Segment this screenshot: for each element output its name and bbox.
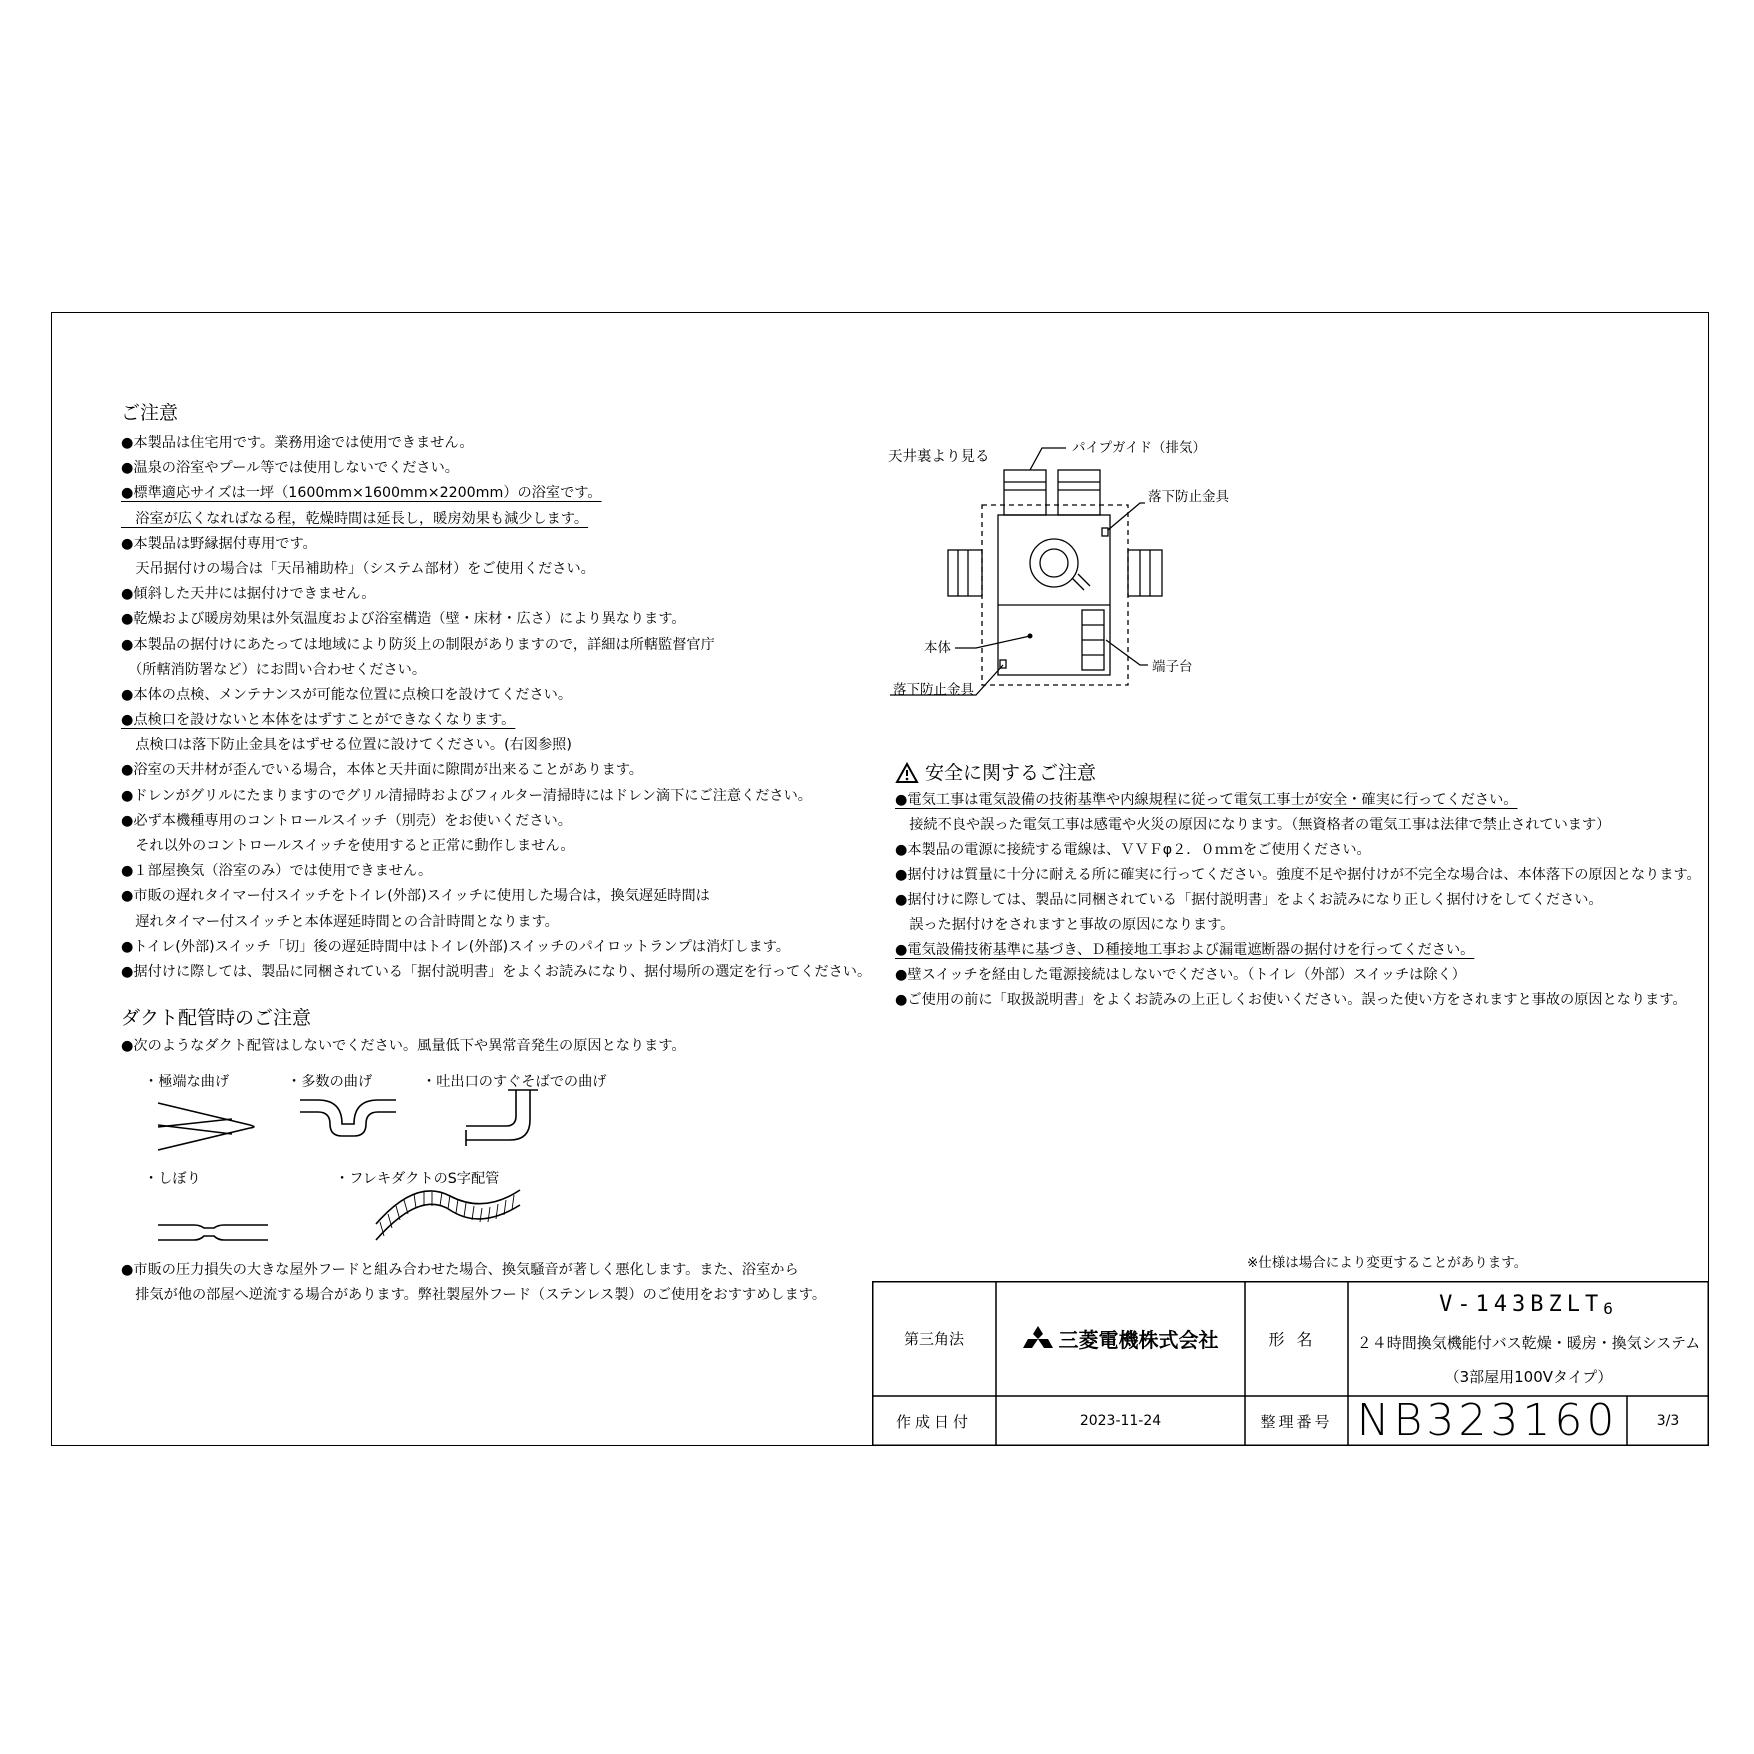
caution-line: ●傾斜した天井には据付けできません。 [121, 586, 376, 603]
caution-line: 天吊据付けの場合は「天吊補助枠」（システム部材）をご使用ください。 [121, 560, 595, 577]
control-number: NB323160 [1356, 1394, 1619, 1446]
diagram-body-label: 本体 [924, 640, 951, 656]
product-name-line1: ２４時間換気機能付バス乾燥・暖房・換気システム [1356, 1333, 1701, 1352]
safety-line: ●ご使用の前に「取扱説明書」をよくお読みの上正しくお使いください。誤った使い方をされますと事故の原因となります。 [895, 992, 1687, 1008]
model-suffix: 6 [1603, 1298, 1618, 1318]
projection-method: 第三角法 [903, 1330, 964, 1348]
duct-lead: ●次のようなダクト配管はしないでください。風量低下や異常音発生の原因となります。 [121, 1038, 686, 1054]
duct-label-many-bends: ・多数の曲げ [287, 1074, 373, 1090]
company-name: 三菱電機株式会社 [1058, 1328, 1219, 1352]
caution-line: ●本製品の据付けにあたっては地域により防災上の制限がありますので，詳細は所轄監督官庁 [121, 636, 715, 653]
model-number: V-143BZLT [1439, 1291, 1604, 1317]
hood-line: 排気が他の部屋へ逆流する場合があります。弊社製屋外フード（ステンレス製）のご使用をおすすめします。 [121, 1287, 827, 1303]
caution-line: ●本製品は住宅用です。業務用途では使用できません。 [121, 435, 474, 451]
safety-line: ●壁スイッチを経由した電源接続はしないでください。（トイレ（外部）スイッチは除く） [895, 967, 1466, 983]
caution-heading: ご注意 [121, 402, 179, 424]
caution-line: 点検口は落下防止金具をはずせる位置に設けてください。(右図参照) [121, 737, 572, 754]
caution-line: ●トイレ(外部)スイッチ「切」後の遅延時間中はトイレ(外部)スイッチのパイロットランプは消灯します。 [121, 938, 790, 955]
safety-line: ●電気設備技術基準に基づき、Ｄ種接地工事および漏電遮断器の据付けを行ってください。 [895, 942, 1475, 958]
diagram-fall-prevention-bottom-label: 落下防止金具 [893, 682, 974, 698]
caution-line: ●必ず本機種専用のコントロールスイッチ（別売）をお使いください。 [121, 812, 572, 829]
safety-notes [895, 758, 1701, 1013]
diagram-terminal-label: 端子台 [1152, 659, 1193, 675]
date-label: 作成日付 [895, 1412, 972, 1431]
caution-line: （所轄消防署など）にお問い合わせください。 [121, 661, 427, 678]
title-block [872, 1281, 1709, 1446]
duct-label-extreme-bend: ・極端な曲げ [144, 1074, 230, 1090]
duct-heading: ダクト配管時のご注意 [121, 1007, 312, 1029]
safety-line: ●本製品の電源に接続する電線は、ＶＶＦφ２．０ｍｍをご使用ください。 [895, 842, 1371, 858]
hood-line: ●市販の圧力損失の大きな屋外フードと組み合わせた場合、換気騒音が著しく悪化します。また、浴室から [121, 1262, 799, 1278]
caution-line: ●本体の点検、メンテナンスが可能な位置に点検口を設けてください。 [121, 686, 573, 703]
page-number: 3/3 [1656, 1413, 1680, 1429]
spec-change-note: ※仕様は場合により変更することがあります。 [1247, 1255, 1528, 1271]
caution-line: ●標準適応サイズは一坪（1600mm×1600mm×2200mm）の浴室です。 [121, 485, 602, 502]
safety-line: ●据付けは質量に十分に耐える所に確実に行ってください。強度不足や据付けが不完全な場合は、本体落下の原因となります。 [895, 867, 1701, 883]
caution-line: ●本製品は野縁据付専用です。 [121, 535, 317, 552]
caution-line: 遅れタイマー付スイッチと本体遅延時間との合計時間となります。 [121, 913, 559, 930]
safety-line: 接続不良や誤った電気工事は感電や火災の原因になります。（無資格者の電気工事は法律で禁止されています） [895, 817, 1611, 833]
safety-heading: 安全に関するご注意 [925, 762, 1097, 784]
caution-line: ●１部屋換気（浴室のみ）では使用できません。 [121, 863, 433, 880]
model-label: 形名 [1268, 1330, 1325, 1349]
created-date: 2023-11-24 [1079, 1413, 1162, 1429]
product-name-line2: （3部屋用100Vタイプ） [1444, 1367, 1613, 1386]
duct-label-flex-s: ・フレキダクトのS字配管 [335, 1171, 500, 1187]
caution-line: それ以外のコントロールスイッチを使用すると正常に動作しません。 [121, 838, 575, 854]
duct-label-squeeze: ・しぼり [144, 1171, 201, 1187]
caution-line: ●点検口を設けないと本体をはずすことができなくなります。 [121, 712, 516, 729]
safety-line: ●電気工事は電気設備の技術基準や内線規程に従って電気工事士が安全・確実に行ってください。 [895, 792, 1518, 808]
diagram-view-label: 天井裏より見る [888, 449, 990, 465]
caution-line: ●据付けに際しては、製品に同梱されている「据付説明書」をよくお読みになり、据付場所の選定を行ってください。 [121, 963, 872, 980]
diagram-pipe-guide-label: パイプガイド（排気） [1072, 440, 1207, 456]
caution-line: ●乾燥および暖房効果は外気温度および浴室構造（壁・床材・広さ）により異なります。 [121, 611, 686, 628]
caution-line: ●市販の遅れタイマー付スイッチをトイレ(外部)スイッチに使用した場合は，換気遅延時間は [121, 888, 710, 905]
safety-line: ●据付けに際しては、製品に同梱されている「据付説明書」をよくお読みになり正しく据付けをしてください。 [895, 892, 1603, 908]
caution-line: ●ドレンがグリルにたまりますのでグリル清掃時およびフィルター清掃時にはドレン滴下にご注意ください。 [121, 787, 812, 804]
control-number-label: 整理番号 [1260, 1412, 1333, 1431]
caution-line: ●温泉の浴室やプール等では使用しないでください。 [121, 460, 459, 477]
mitsubishi-logo-icon [1023, 1325, 1053, 1353]
safety-line: 誤った据付けをされますと事故の原因になります。 [895, 917, 1235, 933]
diagram-fall-prevention-top-label: 落下防止金具 [1148, 489, 1229, 505]
warning-triangle-icon [895, 762, 919, 784]
duct-label-outlet-bend: ・吐出口のすぐそばでの曲げ [422, 1074, 607, 1090]
caution-line: ●浴室の天井材が歪んでいる場合，本体と天井面に隙間が出来ることがあります。 [121, 762, 643, 779]
caution-line: 浴室が広くなればなる程，乾燥時間は延長し，暖房効果も減少します。 [121, 510, 589, 527]
